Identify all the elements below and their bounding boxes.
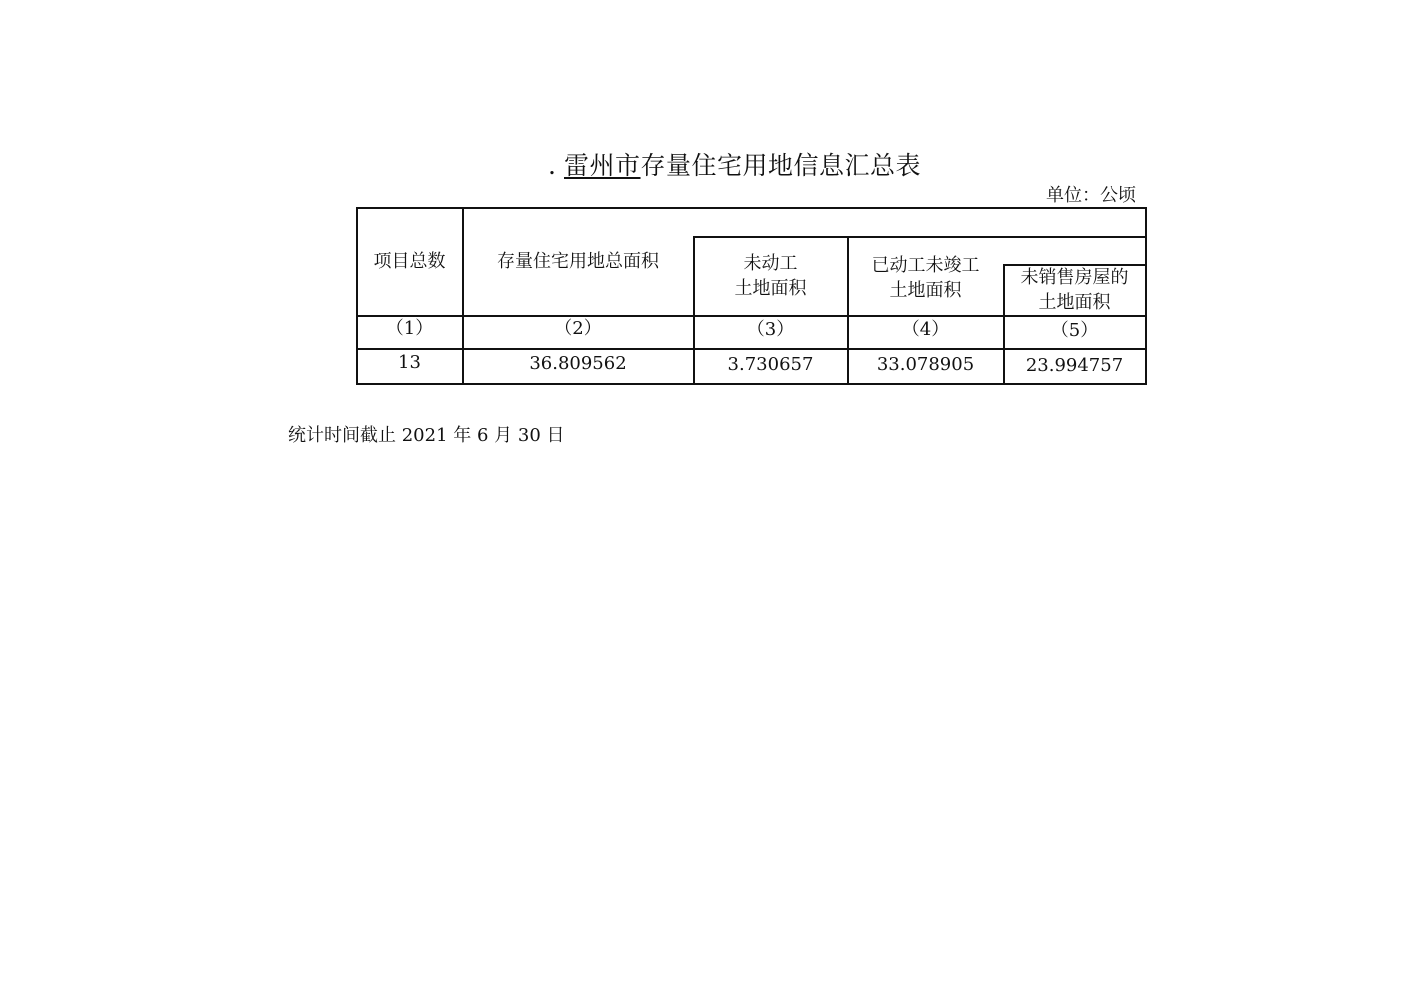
- table-row-value-1: 13: [398, 351, 421, 373]
- table-row-value-4: 33.078905: [876, 353, 975, 375]
- table-border-bottom: [356, 383, 1147, 385]
- header-total-area: 存量住宅用地总面积: [497, 250, 659, 272]
- title-text: 存量住宅用地信息汇总表: [640, 151, 922, 180]
- title-prefix: .: [548, 151, 557, 180]
- table-row-value-3: 3.730657: [727, 353, 814, 375]
- table-row-value-5: 23.994757: [1025, 354, 1124, 376]
- header-project-count: 项目总数: [373, 250, 446, 272]
- header-started-not-completed-area: 已动工未竣工 土地面积: [871, 255, 980, 301]
- column-number-3: （3）: [746, 318, 795, 340]
- column-number-5: （5）: [1050, 319, 1099, 341]
- header-unsold-housing-area: 未销售房屋的 土地面积: [1020, 267, 1129, 313]
- column-number-1: （1）: [385, 317, 434, 339]
- table-subheader-line: [693, 236, 1147, 238]
- table-row-value-2: 36.809562: [529, 352, 627, 374]
- column-number-2: （2）: [554, 317, 602, 339]
- title-city: 雷州市: [564, 151, 641, 180]
- document-title: [548, 150, 921, 182]
- unit-label: 单位：公顷: [1046, 185, 1136, 206]
- statistics-date-note: 统计时间截止 2021 年 6 月 30 日: [288, 425, 565, 446]
- header-not-started-area: 未动工 土地面积: [734, 253, 807, 299]
- table-border-right: [1145, 207, 1147, 384]
- column-number-4: （4）: [901, 318, 950, 340]
- table-border-top: [356, 207, 1147, 209]
